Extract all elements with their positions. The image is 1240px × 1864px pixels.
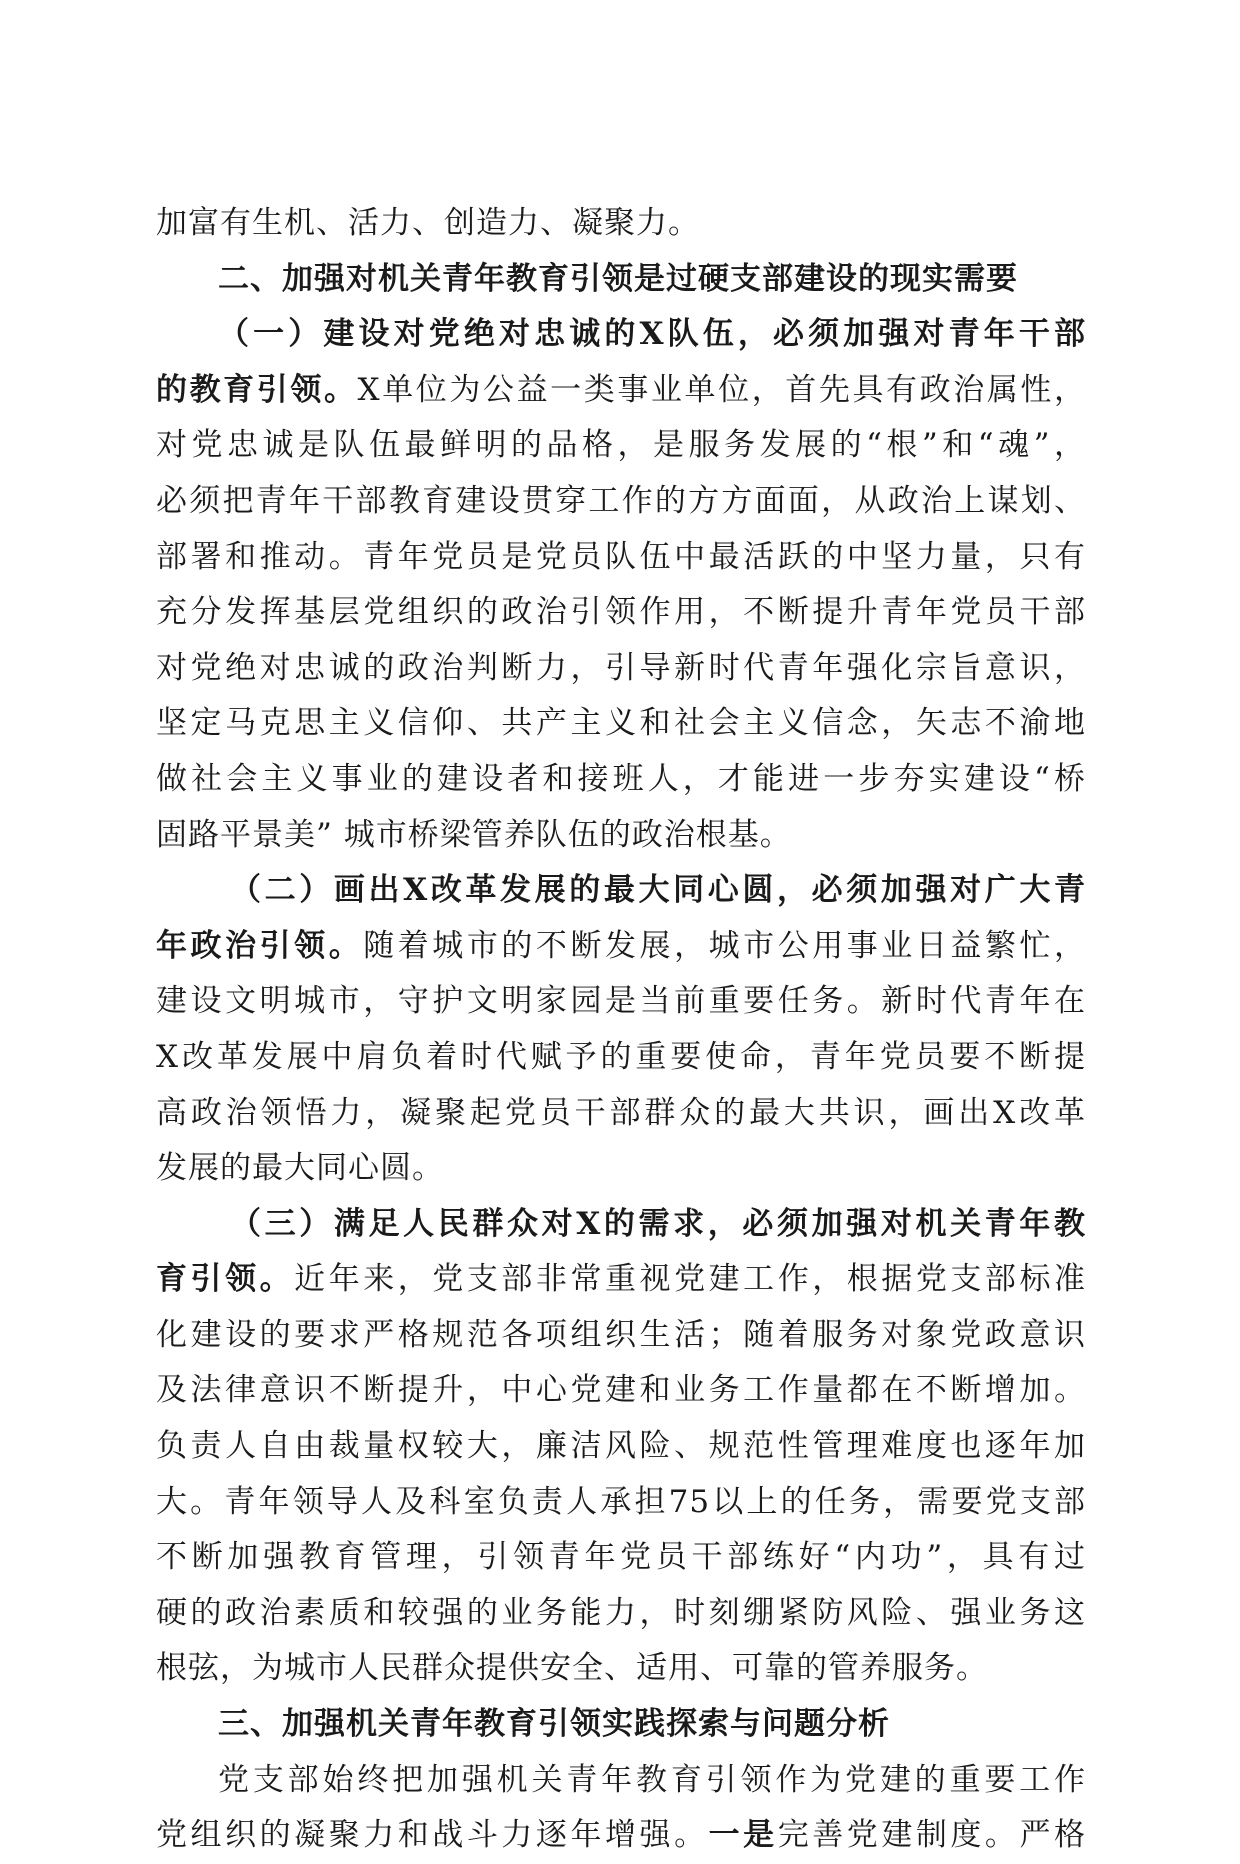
paragraph-line: 化建设的要求严格规范各项组织生活；随着服务对象党政意识 (156, 1316, 1086, 1353)
paragraph-line: 必须把青年干部教育建设贯穿工作的方方面面，从政治上谋划、 (156, 482, 1086, 519)
section-heading-3: 三、加强机关青年教育引领实践探索与问题分析 (218, 1706, 890, 1743)
subsection-heading-3-cont: 育引领。 (156, 1261, 295, 1298)
subsection-heading-1: （一）建设对党绝对忠诚的X队伍，必须加强对青年干部 (218, 316, 1086, 353)
subsection-heading-2-cont: 年政治引领。 (156, 927, 364, 964)
section-heading-2: 二、加强对机关青年教育引领是过硬支部建设的现实需要 (218, 260, 1018, 297)
paragraph-line: 做社会主义事业的建设者和接班人，才能进一步夯实建设“桥 (156, 760, 1086, 797)
paragraph-line (156, 919, 1086, 975)
paragraph-line: 硬的政治素质和较强的业务能力，时刻绷紧防风险、强业务这 (156, 1594, 1086, 1631)
subsection-heading-2: （二）画出X改革发展的最大同心圆，必须加强对广大青 (230, 872, 1086, 909)
paragraph-line (156, 863, 1086, 919)
paragraph-line: X改革发展中肩负着时代赋予的重要使命，青年党员要不断提 (156, 1038, 1086, 1075)
paragraph-line (156, 1252, 1086, 1308)
document-page (156, 196, 1086, 1864)
emphasis-marker: 一是 (708, 1817, 778, 1854)
subsection-heading-1-cont: 的教育引领。 (156, 371, 358, 408)
paragraph-line: 对党绝对忠诚的政治判断力，引导新时代青年强化宗旨意识， (156, 649, 1086, 686)
paragraph-line: 及法律意识不断提升，中心党建和业务工作量都在不断增加。 (156, 1372, 1086, 1409)
body-text: 完善党建制度。严格 (777, 1817, 1086, 1854)
paragraph-line: 党支部始终把加强机关青年教育引领作为党建的重要工作 (218, 1761, 1086, 1798)
paragraph-line: 坚定马克思主义信仰、共产主义和社会主义信念，矢志不渝地 (156, 705, 1086, 742)
paragraph-line: 发展的最大同心圆。 (156, 1150, 444, 1187)
paragraph-line: 高政治领悟力，凝聚起党员干部群众的最大共识，画出X改革 (156, 1094, 1086, 1131)
body-text: 党组织的凝聚力和战斗力逐年增强。 (156, 1817, 709, 1854)
paragraph-line: 不断加强教育管理，引领青年党员干部练好“内功”，具有过 (156, 1539, 1086, 1576)
paragraph-line: 大。青年领导人及科室负责人承担75以上的任务，需要党支部 (156, 1483, 1086, 1520)
subsection-heading-3: （三）满足人民群众对X的需求，必须加强对机关青年教 (230, 1205, 1086, 1242)
paragraph-line (156, 1197, 1086, 1253)
paragraph-line (156, 1808, 1086, 1864)
paragraph-line: 对党忠诚是队伍最鲜明的品格，是服务发展的“根”和“魂”， (156, 427, 1086, 464)
paragraph-line: 负责人自由裁量权较大，廉洁风险、规范性管理难度也逐年加 (156, 1428, 1086, 1465)
paragraph-line: 建设文明城市，守护文明家园是当前重要任务。新时代青年在 (156, 983, 1086, 1020)
body-text: 随着城市的不断发展，城市公用事业日益繁忙， (363, 927, 1086, 964)
paragraph-line: 充分发挥基层党组织的政治引领作用，不断提升青年党员干部 (156, 594, 1086, 631)
paragraph-line: 加富有生机、活力、创造力、凝聚力。 (156, 205, 700, 241)
paragraph-line (156, 307, 1086, 363)
paragraph-line: 固路平景美” 城市桥梁管养队伍的政治根基。 (156, 816, 792, 853)
paragraph-line: 部署和推动。青年党员是党员队伍中最活跃的中坚力量，只有 (156, 538, 1086, 575)
body-text: 近年来，党支部非常重视党建工作，根据党支部标准 (294, 1261, 1086, 1298)
paragraph-line (156, 363, 1086, 419)
paragraph-line: 根弦，为城市人民群众提供安全、适用、可靠的管养服务。 (156, 1650, 988, 1687)
body-text: X单位为公益一类事业单位，首先具有政治属性， (357, 371, 1086, 408)
